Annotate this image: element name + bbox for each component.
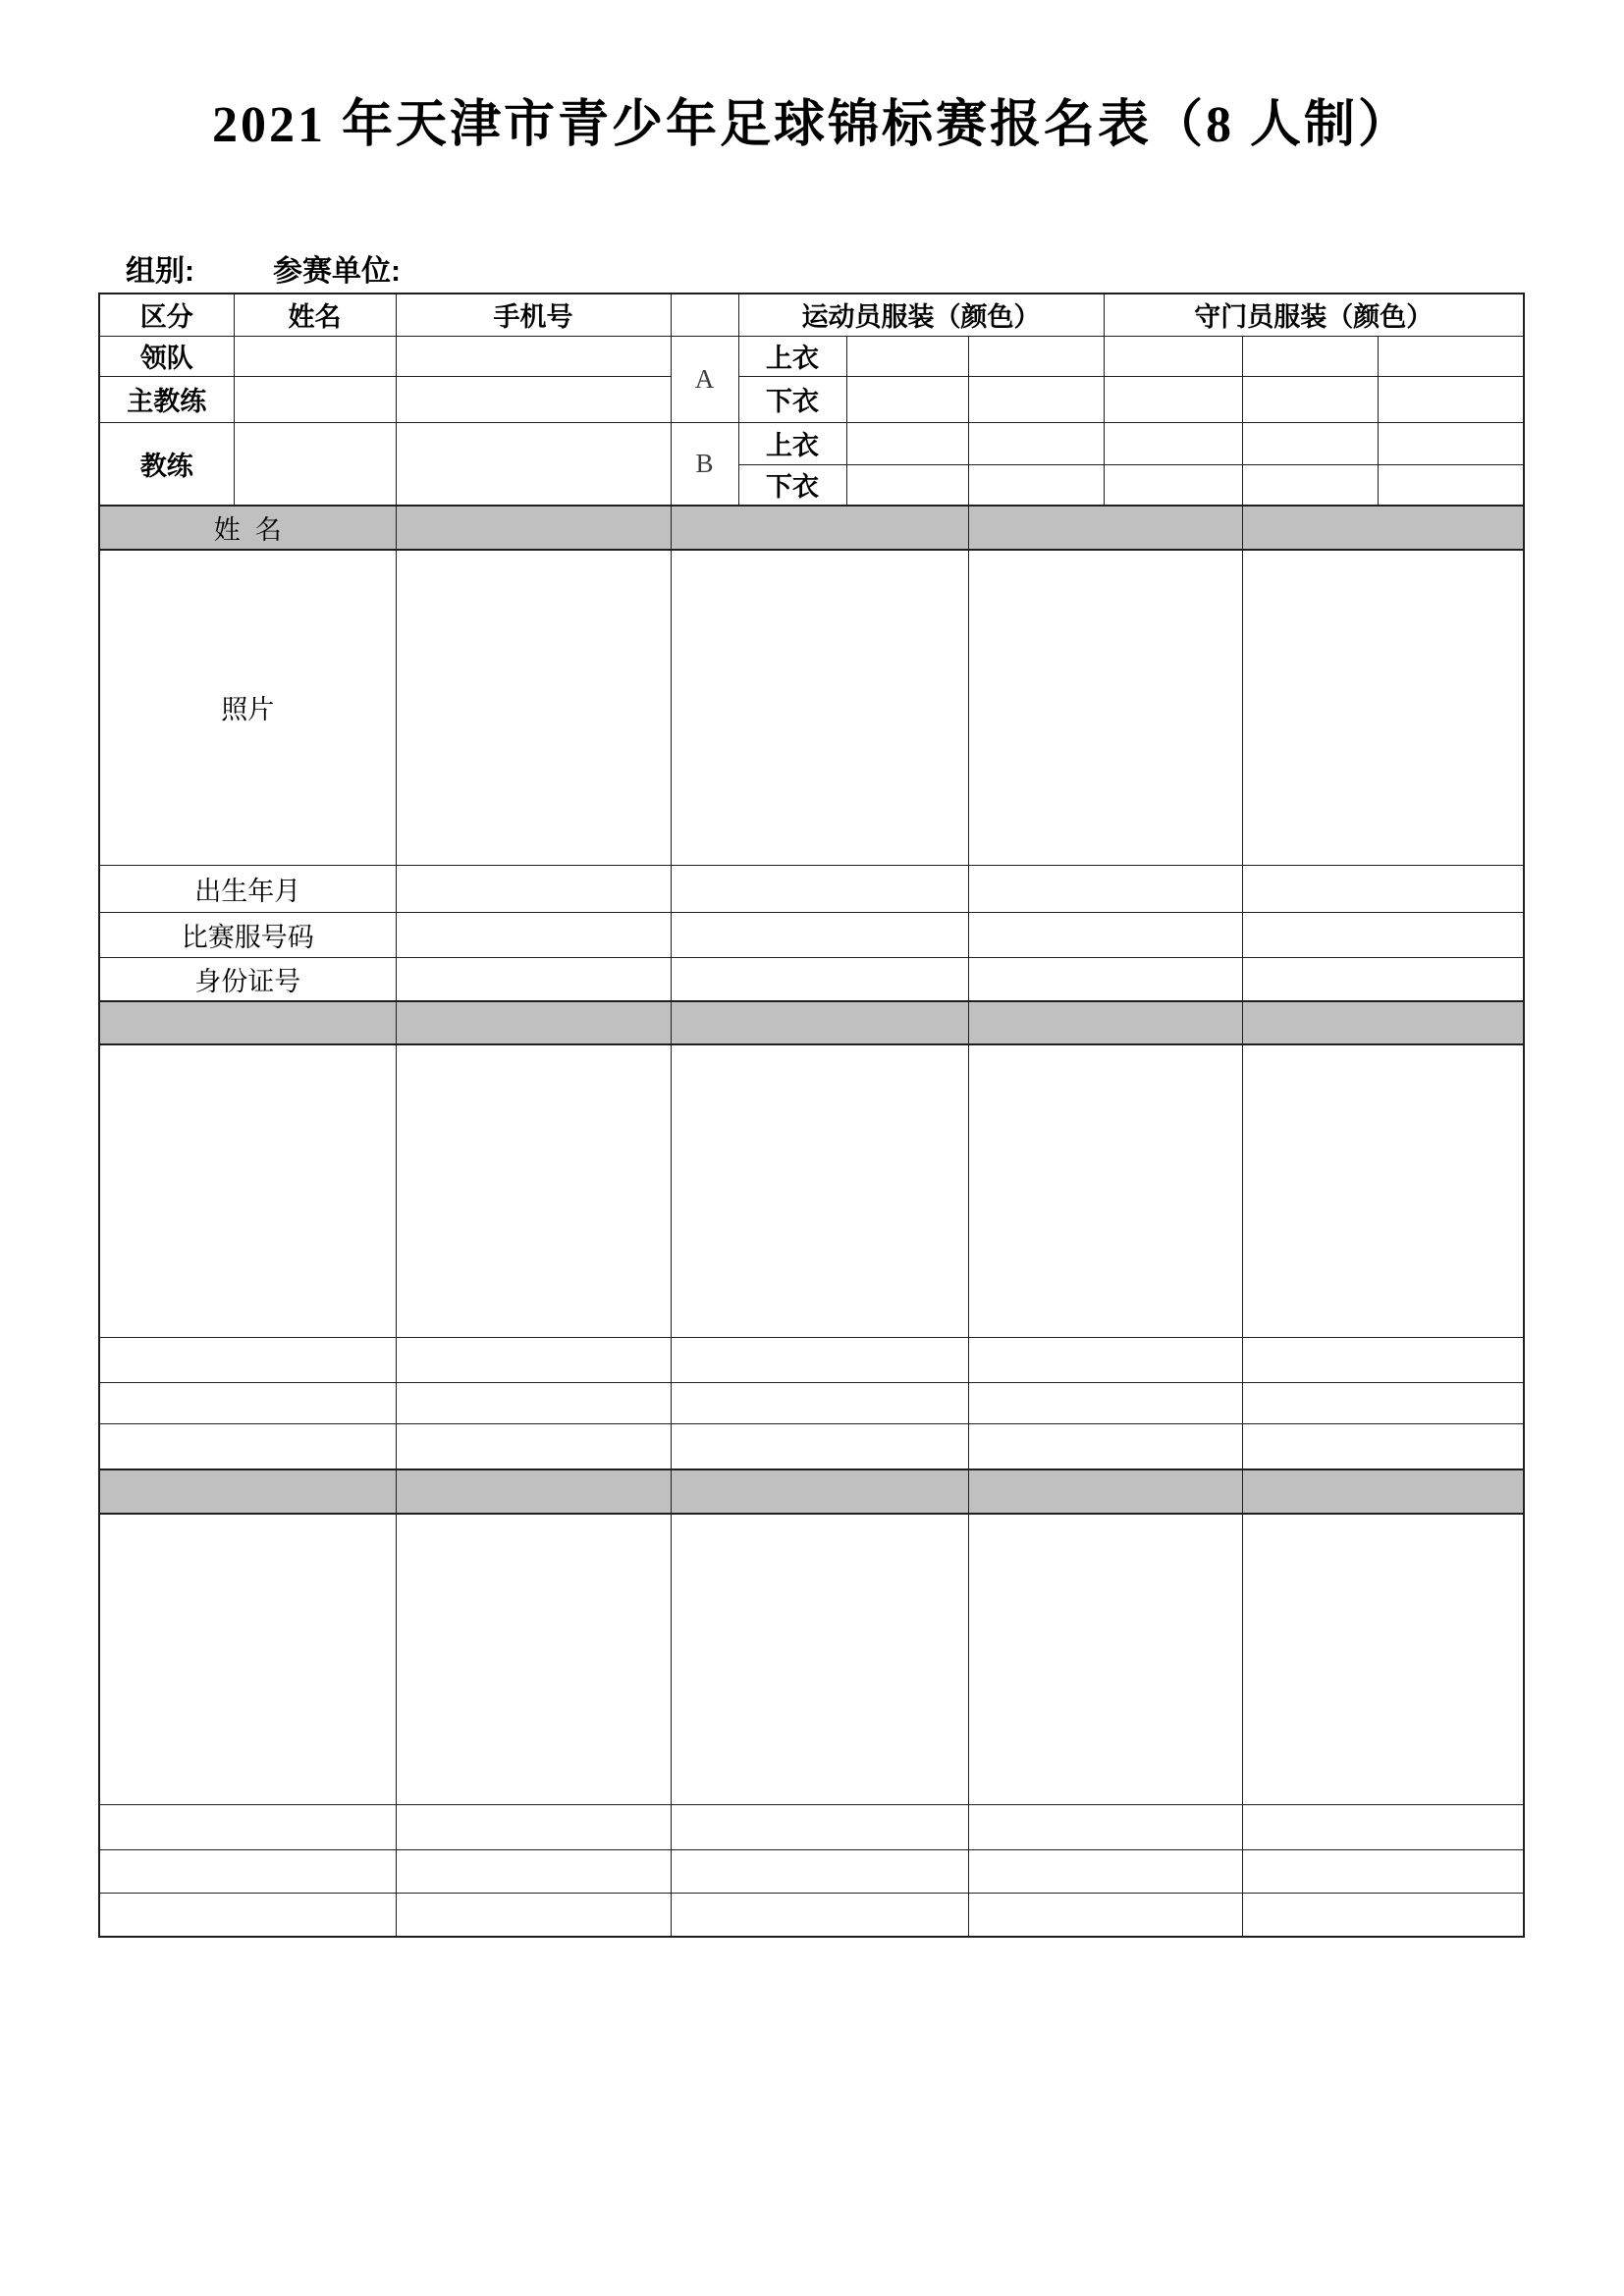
header-athlete-kit: 运动员服装（颜色） (738, 294, 1104, 336)
player-name-cell[interactable] (671, 1469, 968, 1514)
player-name-cell[interactable] (968, 1001, 1242, 1044)
player-name-cell[interactable] (1242, 1001, 1524, 1044)
staff-header-row (99, 294, 1524, 336)
goalkeeper-kit-a-bottom-color-cell-2[interactable] (1242, 376, 1378, 422)
jersey-row-1 (99, 912, 1524, 957)
goalkeeper-kit-b-bottom-color-cell-3[interactable] (1378, 464, 1524, 506)
head-coach-phone-cell[interactable] (396, 376, 671, 422)
birth-cell[interactable] (968, 865, 1242, 912)
id-cell[interactable] (396, 1423, 671, 1469)
jersey-cell[interactable] (968, 912, 1242, 957)
jersey-row-3 (99, 1849, 1524, 1893)
role-head-coach: 主教练 (99, 376, 234, 422)
id-cell[interactable] (1242, 1893, 1524, 1937)
player-name-label-cell (99, 1001, 396, 1044)
id-row-3 (99, 1893, 1524, 1937)
header-kit-set-spacer (671, 294, 738, 336)
player-name-label: 姓名 (99, 506, 396, 550)
id-label: 身份证号 (99, 957, 396, 1001)
photo-cell[interactable] (968, 550, 1242, 865)
id-cell[interactable] (968, 1893, 1242, 1937)
goalkeeper-kit-b-top-color-cell-1[interactable] (1104, 422, 1242, 464)
jersey-cell[interactable] (671, 912, 968, 957)
goalkeeper-kit-a-bottom-color-cell-3[interactable] (1378, 376, 1524, 422)
athlete-kit-a-bottom-color-cell-2[interactable] (968, 376, 1104, 422)
jersey-row-2 (99, 1382, 1524, 1423)
form-meta-line (126, 246, 401, 290)
team-leader-name-cell[interactable] (234, 336, 396, 376)
birth-row-1 (99, 865, 1524, 912)
jersey-cell[interactable] (396, 912, 671, 957)
id-cell[interactable] (968, 1423, 1242, 1469)
registration-table (98, 293, 1525, 1938)
kit-b-top-label: 上衣 (738, 422, 846, 464)
birth-cell[interactable] (671, 865, 968, 912)
photo-cell[interactable] (671, 1514, 968, 1804)
player-name-header-row-1 (99, 506, 1524, 550)
head-coach-row (99, 376, 1524, 422)
birth-cell[interactable] (1242, 865, 1524, 912)
athlete-kit-b-top-color-cell-1[interactable] (846, 422, 968, 464)
jersey-label-cell[interactable] (99, 1382, 396, 1423)
form-title: 2021 年天津市青少年足球锦标赛报名表（8 人制） (211, 97, 1412, 153)
player-name-cell[interactable] (396, 506, 671, 550)
birth-cell[interactable] (671, 1337, 968, 1382)
player-name-cell[interactable] (968, 506, 1242, 550)
birth-cell[interactable] (1242, 1804, 1524, 1849)
coach-phone-cell[interactable] (396, 422, 671, 506)
jersey-label-cell[interactable] (99, 1849, 396, 1893)
id-label-cell[interactable] (99, 1423, 396, 1469)
photo-label-cell[interactable] (99, 1044, 396, 1337)
photo-cell[interactable] (671, 550, 968, 865)
birth-cell[interactable] (671, 1804, 968, 1849)
player-name-cell[interactable] (1242, 1469, 1524, 1514)
id-row-1 (99, 957, 1524, 1001)
photo-row-2 (99, 1044, 1524, 1337)
photo-row-3 (99, 1514, 1524, 1804)
header-name: 姓名 (234, 294, 396, 336)
header-category: 区分 (99, 294, 234, 336)
coach-row (99, 422, 1524, 464)
photo-cell[interactable] (396, 550, 671, 865)
photo-cell[interactable] (671, 1044, 968, 1337)
player-name-header-row-2 (99, 1001, 1524, 1044)
jersey-cell[interactable] (671, 1849, 968, 1893)
athlete-kit-a-top-color-cell-2[interactable] (968, 336, 1104, 376)
photo-row-1 (99, 550, 1524, 865)
team-leader-phone-cell[interactable] (396, 336, 671, 376)
role-team-leader: 领队 (99, 336, 234, 376)
id-cell[interactable] (396, 1893, 671, 1937)
unit-label: 参赛单位: (273, 255, 401, 288)
coach-name-cell[interactable] (234, 422, 396, 506)
header-phone: 手机号 (396, 294, 671, 336)
group-label: 组别: (126, 255, 194, 288)
birth-cell[interactable] (396, 1337, 671, 1382)
birth-row-2 (99, 1337, 1524, 1382)
birth-cell[interactable] (396, 1804, 671, 1849)
goalkeeper-kit-b-top-color-cell-2[interactable] (1242, 422, 1378, 464)
id-cell[interactable] (396, 957, 671, 1001)
goalkeeper-kit-a-top-color-cell-2[interactable] (1242, 336, 1378, 376)
role-coach: 教练 (99, 422, 234, 506)
photo-cell[interactable] (396, 1514, 671, 1804)
goalkeeper-kit-a-bottom-color-cell-1[interactable] (1104, 376, 1242, 422)
birth-cell[interactable] (1242, 1337, 1524, 1382)
jersey-label: 比赛服号码 (99, 912, 396, 957)
jersey-cell[interactable] (671, 1382, 968, 1423)
player-name-cell[interactable] (671, 1001, 968, 1044)
kit-set-a-label: A (671, 336, 738, 422)
goalkeeper-kit-a-top-color-cell-3[interactable] (1378, 336, 1524, 376)
header-goalkeeper-kit: 守门员服装（颜色） (1104, 294, 1524, 336)
player-name-cell[interactable] (396, 1469, 671, 1514)
photo-cell[interactable] (1242, 550, 1524, 865)
id-cell[interactable] (968, 957, 1242, 1001)
birth-label: 出生年月 (99, 865, 396, 912)
id-label-cell[interactable] (99, 1893, 396, 1937)
photo-cell[interactable] (1242, 1514, 1524, 1804)
birth-cell[interactable] (968, 1337, 1242, 1382)
player-name-header-row-3 (99, 1469, 1524, 1514)
player-name-cell[interactable] (671, 506, 968, 550)
athlete-kit-a-top-color-cell-1[interactable] (846, 336, 968, 376)
photo-cell[interactable] (968, 1044, 1242, 1337)
head-coach-name-cell[interactable] (234, 376, 396, 422)
team-leader-row (99, 336, 1524, 376)
goalkeeper-kit-b-bottom-color-cell-2[interactable] (1242, 464, 1378, 506)
jersey-cell[interactable] (396, 1849, 671, 1893)
birth-cell[interactable] (396, 865, 671, 912)
kit-set-b-label: B (671, 422, 738, 506)
id-cell[interactable] (671, 1423, 968, 1469)
jersey-cell[interactable] (968, 1849, 1242, 1893)
id-row-2 (99, 1423, 1524, 1469)
jersey-cell[interactable] (396, 1382, 671, 1423)
id-cell[interactable] (671, 957, 968, 1001)
athlete-kit-b-bottom-color-cell-1[interactable] (846, 464, 968, 506)
athlete-kit-b-bottom-color-cell-2[interactable] (968, 464, 1104, 506)
birth-row-3 (99, 1804, 1524, 1849)
kit-b-bottom-label: 下衣 (738, 464, 846, 506)
photo-cell[interactable] (396, 1044, 671, 1337)
goalkeeper-kit-b-bottom-color-cell-1[interactable] (1104, 464, 1242, 506)
player-name-cell[interactable] (1242, 506, 1524, 550)
jersey-cell[interactable] (968, 1382, 1242, 1423)
goalkeeper-kit-b-top-color-cell-3[interactable] (1378, 422, 1524, 464)
kit-a-bottom-label: 下衣 (738, 376, 846, 422)
player-name-cell[interactable] (968, 1469, 1242, 1514)
player-name-label-cell (99, 1469, 396, 1514)
id-cell[interactable] (1242, 957, 1524, 1001)
id-cell[interactable] (671, 1893, 968, 1937)
birth-label-cell[interactable] (99, 1804, 396, 1849)
jersey-cell[interactable] (1242, 1849, 1524, 1893)
id-cell[interactable] (1242, 1423, 1524, 1469)
player-name-cell[interactable] (396, 1001, 671, 1044)
birth-cell[interactable] (968, 1804, 1242, 1849)
photo-cell[interactable] (968, 1514, 1242, 1804)
jersey-cell[interactable] (1242, 1382, 1524, 1423)
birth-label-cell[interactable] (99, 1337, 396, 1382)
photo-cell[interactable] (1242, 1044, 1524, 1337)
athlete-kit-b-top-color-cell-2[interactable] (968, 422, 1104, 464)
kit-a-top-label: 上衣 (738, 336, 846, 376)
athlete-kit-a-bottom-color-cell-1[interactable] (846, 376, 968, 422)
goalkeeper-kit-a-top-color-cell-1[interactable] (1104, 336, 1242, 376)
photo-label-cell[interactable] (99, 1514, 396, 1804)
jersey-cell[interactable] (1242, 912, 1524, 957)
photo-label: 照片 (99, 550, 396, 865)
